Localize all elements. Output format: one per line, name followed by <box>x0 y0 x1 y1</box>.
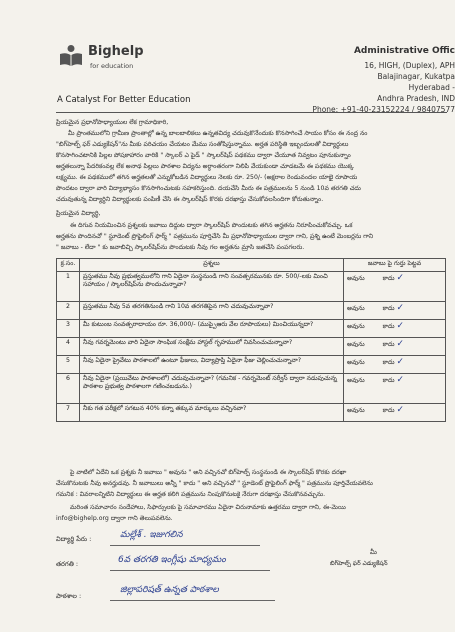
answer-no-option[interactable]: కాదు <box>382 377 395 384</box>
para1-line: మీ ప్రాంతములోని గ్రామీణ ప్రాంతాల్లో ఉన్న బాలబాలికలు ఉన్నతవిద్య చదువుకొనేందుకు కొనసాగించే సాయం కోసం ఈ నంద్ర నం <box>68 130 368 137</box>
table-row <box>57 374 446 404</box>
address-line: Hyderabad - <box>408 83 455 92</box>
address-line: 16, HIGH, (Duplex), APH <box>364 61 455 70</box>
table-row <box>57 320 446 338</box>
para1-line: పొందటం ద్వారా వారి విద్యాభ్యాసం కొనసాగించుటకు సహకరిస్తుంది. దయచేసి మీరు ఈ పత్రములను 5 నుండి 10వ తరగతి చదు <box>56 185 361 192</box>
student-name-underline <box>110 545 260 546</box>
tagline: A Catalyst For Better Education <box>57 95 191 105</box>
office-title: Administrative Offic <box>353 46 455 56</box>
greeting-student: ప్రియమైన విద్యార్థి, <box>56 210 101 217</box>
question-text: నీకు గత పరీక్షలో సగటున 40% కన్నా తక్కువ మార్కులు వచ్చినవా? <box>80 404 344 422</box>
row-number: 2 <box>57 302 80 320</box>
school-label: పాఠశాల : <box>56 592 82 600</box>
address-line: Balajinagar, Kukatpa <box>377 72 455 81</box>
row-number: 7 <box>57 404 80 422</box>
answer-cell <box>344 320 446 338</box>
row-number: 4 <box>57 338 80 356</box>
answer-cell <box>344 338 446 356</box>
checkmark-icon: ✓ <box>396 303 405 313</box>
question-text: మీ కుటుంబ సంవత్సరాదాయం రూ. 36,000/- (ముప్పైఆరు వేల రూపాయలు) మించియున్నదా? <box>80 320 344 338</box>
school-underline <box>110 600 275 601</box>
answer-yes-option[interactable]: అవును <box>347 407 365 414</box>
para1-line: "బిగ్‌హెల్ప్ ఫర్ ఎడ్యుకేషన్"ను మీకు పరిచయం చేయటం మేము సంతోషిస్తున్నాము. అర్హత పరిస్థితి ఇబ్బందులతో విద్యార్థులు <box>56 141 349 148</box>
answer-cell <box>344 404 446 422</box>
question-text: నీవు ఏదైనా ప్రైవేటు పాఠశాలలో ఉంటూ ఫీజులు, విద్యాప్రాప్తి ఏదైనా ఫీజు చెల్లించుచున్నావా? <box>80 356 344 374</box>
student-name-value[interactable]: మల్లేశ్ . ఇజుగలిన <box>120 530 183 540</box>
para2-line: అర్హతను పొందినచో " స్టూడెంట్ ప్రొఫైలింగ్ ఫార్మ్ " పత్రమును పూర్తిచేసి మీ ప్రధానోపాధ్యాయుల ద్వారా గాని, ప్రశ్ని ఉంటే మెంబర్లను గాని <box>56 233 374 240</box>
header-divider <box>56 112 447 113</box>
column-header-questions: ప్రశ్నలు <box>80 259 344 272</box>
brand-subtitle: for education <box>90 62 134 70</box>
brand-name: Bighelp <box>88 44 144 59</box>
footer-line: మరింత సమాచారం సందేహాలు, సిఫార్సులకు పై సమాచారము ఏదైనా చిరునామాకు ఉత్తరము ద్వారా గాని, ఈ-మెయి <box>70 504 346 511</box>
answer-no-option[interactable]: కాదు <box>382 341 395 348</box>
answer-yes-option[interactable]: అవును <box>347 323 365 330</box>
column-header-serial: క్ర.సం. <box>57 259 80 272</box>
answer-cell <box>344 272 446 302</box>
answer-yes-option[interactable]: అవును <box>347 305 365 312</box>
footer-line: పై వాటిలో ఏదేని ఒక ప్రశ్నకు నీ జవాబు " అవును " అని వచ్చినచో బిగ్‌హెల్ప్ సంస్థనుండి ఈ స్కాలర్‌షిప్ కొరకు దరఖా <box>70 469 347 476</box>
question-text: ప్రస్తుతము నీవు ప్రభుత్వములోని గాని ఏదైనా సంస్థనుండి గాని సంవత్సరమునకు రూ. 500/-లకు మించి సహాయం / స్కాలర్‌షిప్‌ను పొందుచున్నావా? <box>80 272 344 302</box>
answer-no-option[interactable]: కాదు <box>382 275 395 282</box>
signature-label-yours: మీ <box>370 548 377 556</box>
answer-yes-option[interactable]: అవును <box>347 341 365 348</box>
signature-label-org: బిగ్‌హెల్ప్ ఫర్ ఎడ్యుకేషన్ <box>330 560 388 567</box>
para1-line: కొనసాగించటానికి పిల్లల పోషకాహారం వారికి " స్కాలర్ ఎ పైడ్ " స్కాలర్‌షిప్ పథకము ద్వారా చేయూత నివ్వటం పూనుకున్నాం <box>56 152 351 159</box>
para1-line: లక్ష్యము. ఈ పథకములో తగిన అర్హతలతో ఎన్నుకోబడిన విద్యార్థులు నెలకు రూ. 250/- (అక్షరాల రెండువందల యాభై రూపాయ <box>56 174 358 181</box>
para2-line: " జవాబు - లేదా " కు జవాబిచ్చి స్కాలర్‌షిప్‌ను పొందుటకు నీవు గల అర్హతను మ్రాసి జతచేసి పంపగలరు. <box>56 244 305 251</box>
row-number: 6 <box>57 374 80 404</box>
checkmark-icon: ✓ <box>396 339 405 349</box>
footer-email-line: info@bighelp.org ద్వారా గాని తెలుపవలెను. <box>56 515 173 522</box>
checkmark-icon: ✓ <box>396 273 405 283</box>
table-row <box>57 302 446 320</box>
checkmark-icon: ✓ <box>396 405 405 415</box>
table-row <box>57 356 446 374</box>
answer-yes-option[interactable]: అవును <box>347 377 365 384</box>
para1-line: చదువుతున్న విద్యార్థిని విద్యార్థులకు పంపిణీ చేసి ఈ స్కాలర్‌షిప్ కొరకు దరఖాస్తు చేసుకోవలసిందిగా కోరుతున్నాం. <box>56 196 324 203</box>
class-label: తరగతి : <box>56 560 79 568</box>
row-number: 5 <box>57 356 80 374</box>
answer-yes-option[interactable]: అవును <box>347 359 365 366</box>
eligibility-question-table <box>56 258 446 422</box>
para2-line: ఈ దిగువ నియమించిన ప్రశ్నలకు జవాబు దిద్దుట ద్వారా స్కాలర్‌షిప్ పొందుటకు తగిన అర్హతను నిరూపించుకోవచ్చు. ఒక <box>70 222 353 229</box>
student-name-label: విద్యార్థి పేరు : <box>56 535 92 543</box>
question-text: నీవు గవర్నమెంటు వారి ఏదైనా సాంఘిక సంక్షేమ హాస్టల్ గృహములో నివసించుచున్నావా? <box>80 338 344 356</box>
column-header-answer: జవాబు పై గుర్తు పెట్టవ <box>344 259 446 272</box>
office-address-block <box>285 46 455 115</box>
footer-line: చేసుకొనుటకు నీవు అనర్హుడవు. నీ జవాబులు అన్నీ " కాదు " అని వచ్చినచో " స్టూడెంట్ ప్రొఫైలింగ్ ఫార్మ్ " పత్రమును పూర్తిచేయవలెను <box>56 480 373 487</box>
row-number: 1 <box>57 272 80 302</box>
table-row <box>57 272 446 302</box>
answer-no-option[interactable]: కాదు <box>382 407 395 414</box>
answer-no-option[interactable]: కాదు <box>382 323 395 330</box>
answer-cell <box>344 302 446 320</box>
phone-line: Phone: +91-40-23152224 / 98407577 <box>312 105 455 114</box>
para1-line: అర్హతలున్నా పేదరికంవల్ల లేక అనాథ పిల్లలు పాఠశాల విద్యను అర్ధాంతరంగా నిలిపి వేయకుండా చూడటమే ఈ పథకము యొక్క <box>56 163 354 170</box>
table-row <box>57 404 446 422</box>
question-text: ప్రస్తుతము నీవు 5వ తరగతినుండి గాని 10వ తరగతిపైన గాని చదువుచున్నావా? <box>80 302 344 320</box>
class-value[interactable]: 6వ తరగతి ఇంగ్లీషు మాధ్యమం <box>118 555 226 565</box>
table-row <box>57 338 446 356</box>
answer-yes-option[interactable]: అవును <box>347 275 365 282</box>
checkmark-icon: ✓ <box>396 321 405 331</box>
greeting: ప్రియమైన ప్రధానోపాధ్యాయుల లేక గ్రామాధికారి, <box>56 119 169 126</box>
bighelp-book-logo-icon <box>58 44 84 68</box>
answer-no-option[interactable]: కాదు <box>382 305 395 312</box>
footer-line: గమనిక : వివరాలన్నిటిని విద్యార్థులు ఈ అర్హత కలిగి పత్రమును నింపుకొనుటకై నేరుగా దరఖాస్తు చేసుకొనవచ్చును. <box>56 491 326 498</box>
answer-no-option[interactable]: కాదు <box>382 359 395 366</box>
question-text: నీవు ఏదైనా (ప్రయివేటు పాఠశాలలో) చదువుచున్నావా? (గమనిక - గవర్నమెంట్ సర్వీస్ ద్వారా నడుపుచున్న పాఠశాల ప్రభుత్వ పాఠశాలగా గణించబడును.) <box>80 374 344 404</box>
school-value[interactable]: జిల్లాపరిషత్ ఉన్నత పాఠశాల <box>120 585 219 595</box>
table-header-row <box>57 259 446 272</box>
answer-cell <box>344 356 446 374</box>
answer-cell <box>344 374 446 404</box>
class-underline <box>110 570 270 571</box>
checkmark-icon: ✓ <box>396 375 405 385</box>
row-number: 3 <box>57 320 80 338</box>
address-line: Andhra Pradesh, IND <box>377 94 455 103</box>
checkmark-icon: ✓ <box>396 357 405 367</box>
